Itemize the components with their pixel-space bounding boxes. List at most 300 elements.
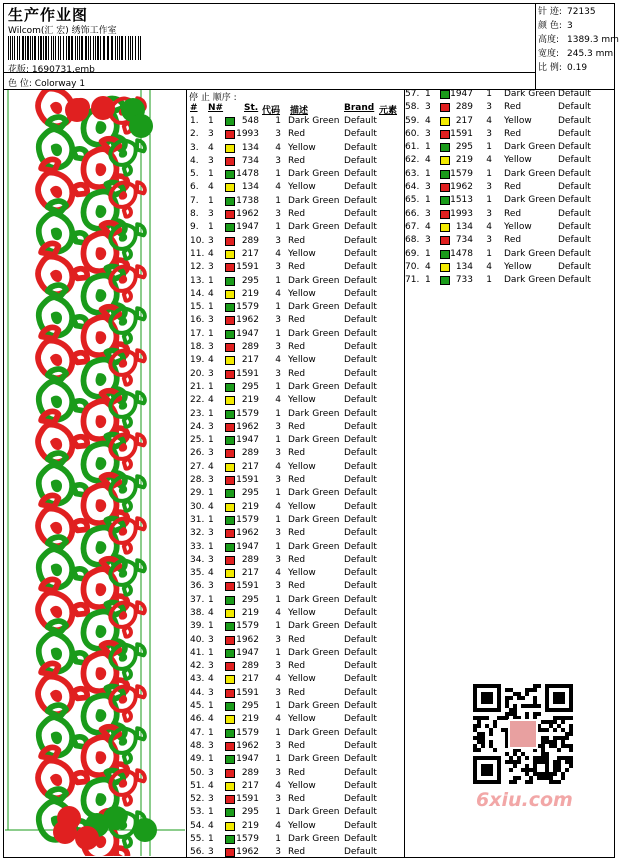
thread-brand: Default [344, 328, 377, 339]
needle-number: 3 [208, 235, 214, 246]
thread-code: 3 [275, 767, 281, 778]
stitch-count: 289 [241, 767, 259, 778]
stop-index: 71. [405, 275, 420, 286]
stitch-count: 1993 [450, 208, 473, 219]
stat-row [538, 61, 588, 75]
thread-description: Dark Green [288, 834, 340, 845]
stop-index: 41. [190, 647, 205, 658]
thread-brand: Default [558, 128, 591, 139]
needle-number: 1 [208, 514, 214, 525]
thread-brand: Default [344, 714, 377, 725]
stitch-count: 217 [241, 674, 259, 685]
thread-brand: Default [344, 754, 377, 765]
stop-index: 20. [190, 368, 205, 379]
thread-brand: Default [344, 355, 377, 366]
thread-brand: Default [344, 116, 377, 126]
needle-number: 3 [425, 182, 431, 193]
stats-divider [535, 3, 536, 89]
thread-description: Red [504, 128, 522, 139]
thread-brand: Default [344, 727, 377, 738]
stitch-count: 295 [241, 488, 259, 499]
needle-number: 4 [208, 142, 214, 153]
needle-number: 4 [208, 780, 214, 791]
thread-brand: Default [344, 262, 377, 273]
thread-brand: Default [344, 847, 377, 858]
needle-number: 4 [208, 182, 214, 193]
stitch-count: 733 [455, 275, 473, 286]
thread-brand: Default [344, 647, 377, 658]
needle-number: 1 [208, 727, 214, 738]
stop-index: 54. [190, 820, 205, 831]
needle-number: 3 [208, 342, 214, 353]
thread-description: Dark Green [288, 275, 340, 286]
stop-index: 25. [190, 435, 205, 446]
stitch-count: 219 [241, 288, 259, 299]
needle-number: 4 [208, 248, 214, 259]
thread-description: Red [288, 661, 306, 672]
thread-brand: Default [344, 129, 377, 140]
thread-brand: Default [558, 102, 591, 113]
embroidery-preview [5, 90, 185, 856]
needle-number: 3 [208, 315, 214, 326]
stop-index: 60. [405, 128, 420, 139]
stitch-count: 219 [241, 714, 259, 725]
thread-code: 1 [275, 621, 281, 632]
thread-code: 4 [275, 355, 281, 366]
thread-code: 1 [275, 514, 281, 525]
thread-description: Yellow [288, 568, 316, 579]
needle-number: 3 [208, 262, 214, 273]
stop-index: 15. [190, 302, 205, 313]
stop-index: 16. [190, 315, 205, 326]
needle-number: 3 [208, 794, 214, 805]
stitch-count: 1947 [236, 328, 259, 339]
stat-label: 宽度: [538, 49, 560, 59]
needle-number: 1 [425, 195, 431, 206]
stitch-count: 134 [241, 142, 259, 153]
preview-divider [186, 89, 187, 858]
stitch-count: 1947 [236, 435, 259, 446]
watermark: 6xiu.com [476, 789, 573, 811]
embroidery-motif [129, 114, 153, 138]
page-title: 生产作业图 [8, 6, 89, 24]
header-brand: Brand [344, 103, 375, 113]
thread-code: 1 [275, 727, 281, 738]
needle-number: 3 [208, 209, 214, 220]
stitch-count: 289 [241, 448, 259, 459]
thread-code: 3 [275, 554, 281, 565]
stitch-count: 1478 [450, 248, 473, 259]
needle-number: 3 [208, 634, 214, 645]
stop-index: 23. [190, 408, 205, 419]
thread-code: 4 [275, 288, 281, 299]
thread-description: Red [288, 740, 306, 751]
thread-brand: Default [344, 248, 377, 259]
thread-code: 3 [486, 208, 492, 219]
thread-code: 4 [275, 607, 281, 618]
thread-code: 3 [275, 687, 281, 698]
thread-code: 1 [486, 275, 492, 286]
thread-code: 4 [275, 461, 281, 472]
stop-index: 4. [190, 155, 199, 166]
thread-brand: Default [344, 568, 377, 579]
thread-brand: Default [558, 89, 591, 99]
thread-brand: Default [344, 275, 377, 286]
thread-brand: Default [344, 182, 377, 193]
stitch-count: 219 [455, 155, 473, 166]
thread-description: Dark Green [504, 142, 556, 153]
thread-brand: Default [344, 408, 377, 419]
stitch-count: 217 [241, 355, 259, 366]
stop-index: 21. [190, 381, 205, 392]
needle-number: 3 [208, 581, 214, 592]
needle-number: 1 [208, 222, 214, 233]
thread-description: Dark Green [504, 89, 556, 99]
thread-description: Dark Green [288, 195, 340, 206]
stop-index: 40. [190, 634, 205, 645]
thread-description: Yellow [504, 155, 532, 166]
thread-code: 3 [275, 448, 281, 459]
stop-index: 29. [190, 488, 205, 499]
stop-index: 2. [190, 129, 199, 140]
thread-code: 1 [275, 647, 281, 658]
stitch-count: 1579 [236, 727, 259, 738]
needle-number: 4 [208, 568, 214, 579]
stitch-count: 1962 [236, 634, 259, 645]
stitch-count: 1993 [236, 129, 259, 140]
barcode [8, 36, 143, 60]
thread-code: 4 [486, 115, 492, 126]
thread-description: Red [288, 235, 306, 246]
thread-brand: Default [344, 701, 377, 712]
stitch-count: 1591 [236, 262, 259, 273]
thread-description: Red [288, 528, 306, 539]
stitch-count: 1947 [236, 754, 259, 765]
thread-brand: Default [344, 195, 377, 206]
thread-brand: Default [344, 435, 377, 446]
stitch-count: 134 [455, 261, 473, 272]
thread-code: 4 [275, 568, 281, 579]
thread-description: Dark Green [288, 514, 340, 525]
needle-number: 3 [208, 475, 214, 486]
thread-brand: Default [558, 182, 591, 193]
stop-index: 5. [190, 169, 199, 180]
stop-index: 66. [405, 208, 420, 219]
stop-index: 58. [405, 102, 420, 113]
thread-brand: Default [344, 807, 377, 818]
thread-code: 4 [486, 261, 492, 272]
thread-code: 3 [486, 235, 492, 246]
thread-brand: Default [558, 208, 591, 219]
thread-brand: Default [558, 168, 591, 179]
embroidery-motif [103, 806, 127, 830]
thread-description: Red [288, 554, 306, 565]
needle-number: 4 [425, 221, 431, 232]
thread-description: Dark Green [288, 381, 340, 392]
thread-description: Yellow [504, 261, 532, 272]
thread-code: 1 [275, 435, 281, 446]
stitch-count: 219 [241, 501, 259, 512]
needle-number: 1 [208, 807, 214, 818]
stitch-count: 1579 [236, 302, 259, 313]
thread-brand: Default [558, 115, 591, 126]
colorway-label: 色 位: [8, 79, 32, 89]
thread-description: Red [288, 634, 306, 645]
thread-brand: Default [344, 235, 377, 246]
thread-description: Red [288, 847, 306, 858]
thread-description: Yellow [504, 221, 532, 232]
thread-brand: Default [344, 674, 377, 685]
thread-brand: Default [344, 475, 377, 486]
thread-code: 1 [275, 834, 281, 845]
needle-number: 3 [425, 208, 431, 219]
stitch-count: 1513 [450, 195, 473, 206]
thread-description: Dark Green [288, 116, 340, 126]
thread-code: 3 [275, 368, 281, 379]
colorway-info [8, 76, 85, 89]
thread-brand: Default [558, 235, 591, 246]
thread-brand: Default [344, 528, 377, 539]
colorway-value: Colorway 1 [34, 79, 86, 89]
stat-value: 1389.3 mm [567, 35, 619, 45]
thread-code: 4 [486, 155, 492, 166]
thread-code: 1 [486, 195, 492, 206]
thread-brand: Default [344, 155, 377, 166]
stitch-count: 295 [241, 381, 259, 392]
thread-description: Red [288, 421, 306, 432]
thread-description: Dark Green [288, 647, 340, 658]
stitch-count: 134 [455, 221, 473, 232]
thread-code: 1 [486, 142, 492, 153]
stitch-count: 1947 [236, 222, 259, 233]
stop-index: 36. [190, 581, 205, 592]
thread-brand: Default [344, 740, 377, 751]
thread-code: 4 [486, 221, 492, 232]
stop-index: 63. [405, 168, 420, 179]
stop-index: 61. [405, 142, 420, 153]
stitch-count: 1962 [236, 847, 259, 858]
thread-brand: Default [558, 261, 591, 272]
stitch-count: 1962 [236, 528, 259, 539]
needle-number: 1 [425, 275, 431, 286]
needle-number: 1 [208, 754, 214, 765]
needle-number: 4 [425, 115, 431, 126]
stitch-count: 134 [241, 182, 259, 193]
stat-label: 针 迹: [538, 7, 562, 17]
embroidery-motif [91, 96, 115, 120]
stitch-count: 289 [241, 661, 259, 672]
thread-code: 1 [275, 302, 281, 313]
stitch-count: 1591 [236, 581, 259, 592]
stop-index: 47. [190, 727, 205, 738]
stop-index: 56. [190, 847, 205, 858]
stop-index: 14. [190, 288, 205, 299]
thread-code: 1 [275, 807, 281, 818]
thread-description: Dark Green [288, 302, 340, 313]
stitch-count: 289 [241, 235, 259, 246]
thread-description: Dark Green [504, 275, 556, 286]
thread-code: 3 [275, 528, 281, 539]
needle-number: 1 [208, 195, 214, 206]
stop-index: 30. [190, 501, 205, 512]
stop-index: 45. [190, 701, 205, 712]
stop-index: 62. [405, 155, 420, 166]
thread-code: 4 [275, 182, 281, 193]
thread-brand: Default [344, 461, 377, 472]
thread-description: Yellow [288, 461, 316, 472]
stop-index: 32. [190, 528, 205, 539]
thread-description: Yellow [504, 115, 532, 126]
needle-number: 4 [208, 288, 214, 299]
stop-index: 8. [190, 209, 199, 220]
stitch-count: 1478 [236, 169, 259, 180]
stitch-count: 217 [241, 568, 259, 579]
needle-number: 1 [425, 248, 431, 259]
stop-index: 26. [190, 448, 205, 459]
needle-number: 1 [208, 647, 214, 658]
stop-index: 55. [190, 834, 205, 845]
stop-index: 18. [190, 342, 205, 353]
stat-value: 72135 [567, 7, 596, 17]
thread-description: Red [288, 475, 306, 486]
thread-brand: Default [344, 381, 377, 392]
thread-brand: Default [344, 834, 377, 845]
thread-brand: Default [344, 421, 377, 432]
thread-description: Red [288, 448, 306, 459]
stop-index: 64. [405, 182, 420, 193]
needle-number: 1 [425, 142, 431, 153]
needle-number: 1 [208, 275, 214, 286]
stop-index: 35. [190, 568, 205, 579]
thread-code: 3 [486, 102, 492, 113]
needle-number: 4 [208, 461, 214, 472]
stitch-count: 1738 [236, 195, 259, 206]
thread-code: 3 [486, 128, 492, 139]
needle-number: 4 [208, 501, 214, 512]
thread-description: Dark Green [288, 541, 340, 552]
needle-number: 3 [425, 235, 431, 246]
thread-description: Yellow [288, 501, 316, 512]
stitch-count: 1579 [236, 834, 259, 845]
thread-description: Dark Green [288, 328, 340, 339]
stitch-count: 289 [455, 102, 473, 113]
header-element: 元素 [379, 106, 398, 116]
stop-index: 42. [190, 661, 205, 672]
needle-number: 4 [208, 607, 214, 618]
thread-code: 4 [275, 142, 281, 153]
thread-brand: Default [344, 448, 377, 459]
thread-brand: Default [558, 142, 591, 153]
needle-number: 1 [208, 302, 214, 313]
thread-brand: Default [344, 169, 377, 180]
thread-description: Red [288, 368, 306, 379]
stitch-count: 295 [241, 807, 259, 818]
stitch-count: 295 [455, 142, 473, 153]
needle-number: 1 [208, 169, 214, 180]
stop-index: 43. [190, 674, 205, 685]
stitch-count: 1947 [236, 541, 259, 552]
thread-code: 3 [275, 740, 281, 751]
needle-number: 1 [208, 488, 214, 499]
stitch-count: 734 [455, 235, 473, 246]
stop-index: 44. [190, 687, 205, 698]
thread-description: Red [288, 155, 306, 166]
stitch-count: 1962 [236, 421, 259, 432]
needle-number: 3 [208, 767, 214, 778]
needle-number: 1 [208, 116, 214, 126]
stop-index: 13. [190, 275, 205, 286]
stop-index: 6. [190, 182, 199, 193]
design-info [8, 62, 95, 75]
thread-code: 1 [486, 168, 492, 179]
thread-description: Red [504, 208, 522, 219]
header-needle: N# [208, 103, 224, 113]
thread-brand: Default [344, 368, 377, 379]
needle-number: 1 [208, 541, 214, 552]
stop-index: 69. [405, 248, 420, 259]
thread-brand: Default [558, 221, 591, 232]
header-stitches: St. [244, 103, 259, 113]
needle-number: 4 [208, 355, 214, 366]
thread-description: Dark Green [504, 248, 556, 259]
thread-brand: Default [344, 488, 377, 499]
stop-index: 1. [190, 116, 199, 126]
needle-number: 1 [208, 834, 214, 845]
stat-label: 比 例: [538, 63, 562, 73]
stitch-count: 1947 [236, 647, 259, 658]
header-code: 代码 [262, 106, 281, 116]
thread-description: Red [504, 182, 522, 193]
thread-brand: Default [344, 501, 377, 512]
stop-index: 19. [190, 355, 205, 366]
thread-code: 1 [275, 701, 281, 712]
stat-label: 高度: [538, 35, 560, 45]
thread-code: 4 [275, 501, 281, 512]
thread-code: 3 [275, 129, 281, 140]
thread-code: 3 [275, 847, 281, 858]
thread-brand: Default [344, 594, 377, 605]
thread-brand: Default [344, 607, 377, 618]
stop-index: 49. [190, 754, 205, 765]
thread-code: 1 [275, 408, 281, 419]
needle-number: 3 [425, 102, 431, 113]
thread-code: 1 [275, 275, 281, 286]
thread-code: 1 [275, 328, 281, 339]
stop-index: 22. [190, 395, 205, 406]
thread-code: 1 [275, 754, 281, 765]
needle-number: 1 [208, 594, 214, 605]
stat-row [538, 47, 614, 61]
thread-brand: Default [344, 687, 377, 698]
stop-index: 37. [190, 594, 205, 605]
thread-brand: Default [344, 302, 377, 313]
thread-code: 3 [275, 155, 281, 166]
thread-description: Dark Green [288, 408, 340, 419]
stitch-count: 289 [241, 554, 259, 565]
thread-description: Yellow [288, 248, 316, 259]
needle-number: 4 [208, 674, 214, 685]
stop-index: 65. [405, 195, 420, 206]
thread-brand: Default [344, 222, 377, 233]
thread-brand: Default [344, 554, 377, 565]
stitch-count: 1591 [236, 368, 259, 379]
thread-description: Yellow [288, 674, 316, 685]
thread-code: 1 [275, 594, 281, 605]
thread-code: 1 [486, 248, 492, 259]
stitch-count: 1591 [450, 128, 473, 139]
thread-brand: Default [344, 621, 377, 632]
stop-index: 59. [405, 115, 420, 126]
